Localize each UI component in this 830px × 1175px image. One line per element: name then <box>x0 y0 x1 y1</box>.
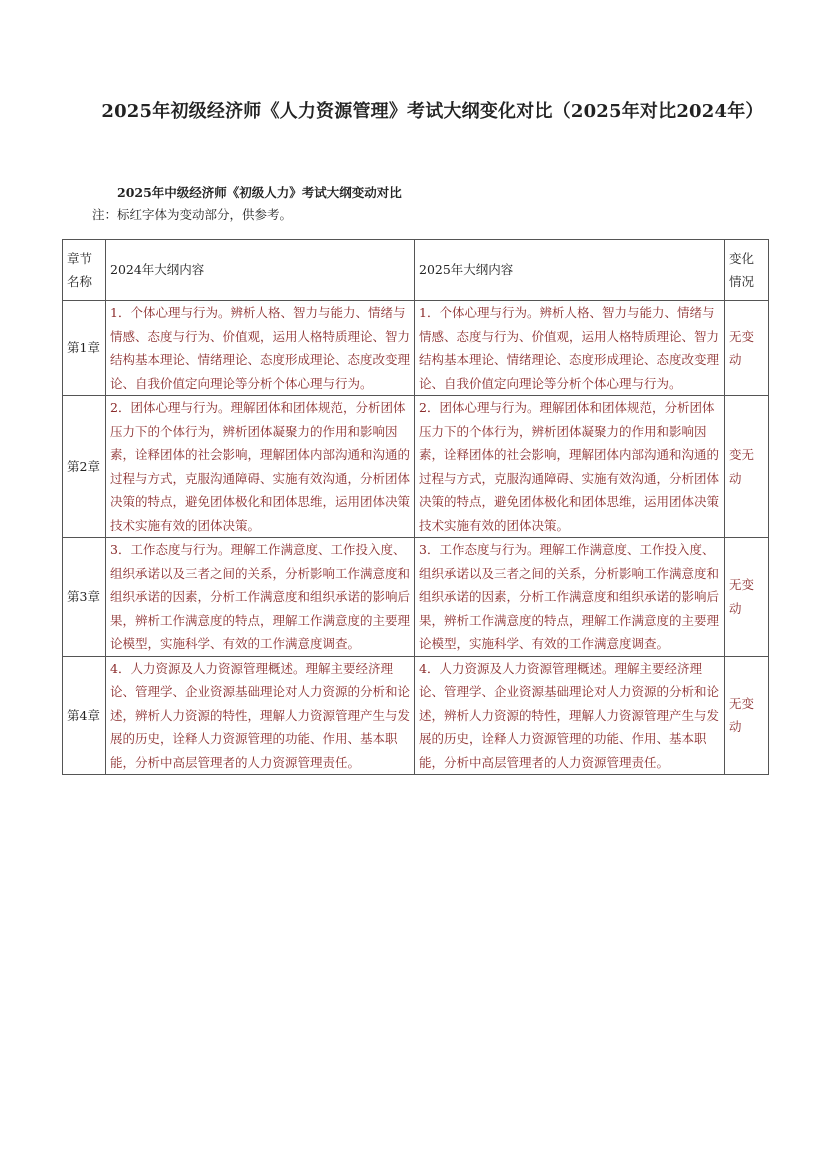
old-content-cell: 1．个体心理与行为。辨析人格、智力与能力、情绪与情感、态度与行为、价值观，运用人格特质理论、智力结构基本理论、情绪理论、态度形成理论、态度改变理论、自我价值定向理论等分析个体心理与行为。 <box>106 301 415 396</box>
old-content-cell: 2．团体心理与行为。理解团体和团体规范，分析团体压力下的个体行为，辨析团体凝聚力的作用和影响因素，诠释团体的社会影响，理解团体内部沟通和沟通的过程与方式，克服沟通障碍、实施有效沟通，分析团体决策的特点，避免团体极化和团体思维，运用团体决策技术实施有效的团体决策。 <box>106 396 415 538</box>
status-cell: 无变动 <box>725 656 769 775</box>
chapter-cell: 第4章 <box>63 656 106 775</box>
status-cell: 变无动 <box>725 396 769 538</box>
header-2025-content: 2025年大纲内容 <box>415 240 725 301</box>
chapter-cell: 第3章 <box>63 538 106 657</box>
document-note: 注：标红字体为变动部分，供参考。 <box>92 207 293 222</box>
document-title: 2025年初级经济师《人力资源管理》考试大纲变化对比（2025年对比2024年） <box>101 101 764 122</box>
table-row <box>63 396 769 538</box>
old-content-cell: 3．工作态度与行为。理解工作满意度、工作投入度、组织承诺以及三者之间的关系，分析影响工作满意度和组织承诺的因素，分析工作满意度和组织承诺的影响后果，辨析工作满意度的特点，理解工作满意度的主要理论模型，实施科学、有效的工作满意度调查。 <box>106 538 415 657</box>
syllabus-comparison-table <box>62 239 769 775</box>
new-content-cell: 3．工作态度与行为。理解工作满意度、工作投入度、组织承诺以及三者之间的关系，分析影响工作满意度和组织承诺的因素，分析工作满意度和组织承诺的影响后果，辨析工作满意度的特点，理解工作满意度的主要理论模型，实施科学、有效的工作满意度调查。 <box>415 538 725 657</box>
document-subtitle: 2025年中级经济师《初级人力》考试大纲变动对比 <box>117 185 402 200</box>
new-content-cell: 4．人力资源及人力资源管理概述。理解主要经济理论、管理学、企业资源基础理论对人力资源的分析和论述，辨析人力资源的特性，理解人力资源管理产生与发展的历史，诠释人力资源管理的功能、作用、基本职能，分析中高层管理者的人力资源管理责任。 <box>415 656 725 775</box>
header-chapter: 章节名称 <box>63 240 106 301</box>
header-change-status: 变化情况 <box>725 240 769 301</box>
table-header-row <box>63 240 769 301</box>
table-row <box>63 301 769 396</box>
table-row <box>63 656 769 775</box>
header-2024-content: 2024年大纲内容 <box>106 240 415 301</box>
chapter-cell: 第2章 <box>63 396 106 538</box>
status-cell: 无变动 <box>725 538 769 657</box>
table-row <box>63 538 769 657</box>
old-content-cell: 4．人力资源及人力资源管理概述。理解主要经济理论、管理学、企业资源基础理论对人力资源的分析和论述，辨析人力资源的特性，理解人力资源管理产生与发展的历史，诠释人力资源管理的功能、作用、基本职能，分析中高层管理者的人力资源管理责任。 <box>106 656 415 775</box>
new-content-cell: 1．个体心理与行为。辨析人格、智力与能力、情绪与情感、态度与行为、价值观，运用人格特质理论、智力结构基本理论、情绪理论、态度形成理论、态度改变理论、自我价值定向理论等分析个体心理与行为。 <box>415 301 725 396</box>
status-cell: 无变动 <box>725 301 769 396</box>
chapter-cell: 第1章 <box>63 301 106 396</box>
new-content-cell: 2．团体心理与行为。理解团体和团体规范，分析团体压力下的个体行为，辨析团体凝聚力的作用和影响因素，诠释团体的社会影响，理解团体内部沟通和沟通的过程与方式，克服沟通障碍、实施有效沟通，分析团体决策的特点，避免团体极化和团体思维，运用团体决策技术实施有效的团体决策。 <box>415 396 725 538</box>
